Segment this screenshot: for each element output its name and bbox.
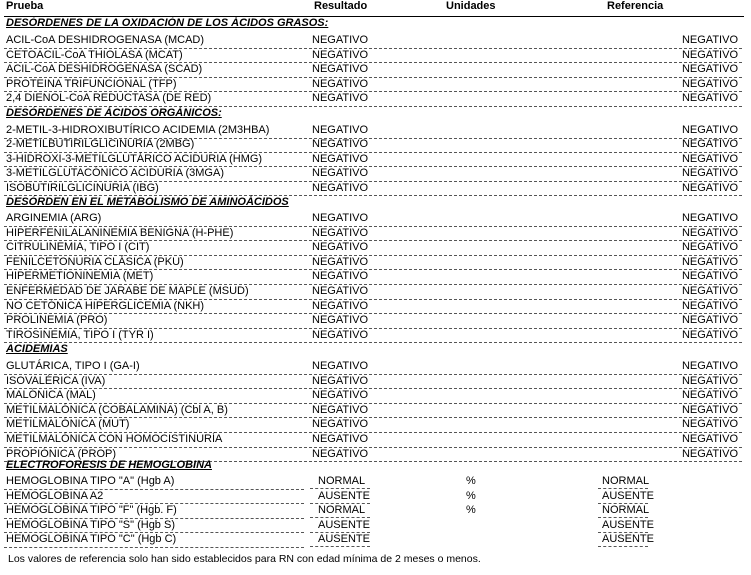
result-value: NEGATIVO bbox=[312, 374, 369, 387]
table-row bbox=[4, 328, 742, 344]
result-value: AUSENTE bbox=[318, 518, 370, 531]
reference-value: NEGATIVO bbox=[681, 34, 738, 46]
reference-value: NEGATIVO bbox=[681, 212, 738, 224]
result-value: NEGATIVO bbox=[312, 212, 369, 224]
table-row bbox=[4, 123, 742, 139]
test-name: TIROSINEMIA, TIPO I (TYR I) bbox=[6, 328, 154, 341]
section-title: DESÓRDENES DE ÁCIDOS ORGÁNICOS: bbox=[6, 107, 222, 119]
unit-value: % bbox=[466, 504, 476, 517]
result-value: NEGATIVO bbox=[312, 34, 369, 46]
result-value: NEGATIVO bbox=[312, 285, 369, 297]
test-name: 3-METILGLUTACÓNICO ACIDURIA (3MGA) bbox=[6, 167, 224, 180]
result-value: NEGATIVO bbox=[312, 167, 369, 180]
table-row bbox=[4, 77, 742, 93]
table-row bbox=[4, 181, 742, 197]
table-row bbox=[4, 518, 654, 534]
table-row bbox=[4, 166, 742, 182]
test-name: CITRULINEMIA, TIPO I (CIT) bbox=[6, 241, 150, 254]
test-name: CETOACIL-CoA THIOLASA (MCAT) bbox=[6, 48, 183, 61]
result-value: NEGATIVO bbox=[312, 447, 369, 460]
result-value: NEGATIVO bbox=[312, 77, 369, 90]
result-value: NEGATIVO bbox=[312, 314, 369, 327]
table-row bbox=[4, 403, 742, 419]
reference-value: AUSENTE bbox=[602, 489, 654, 502]
reference-value: NEGATIVO bbox=[681, 63, 738, 76]
result-underline bbox=[310, 546, 370, 547]
header-unidades: Unidades bbox=[446, 0, 496, 12]
reference-value: NEGATIVO bbox=[681, 360, 738, 372]
table-row bbox=[4, 211, 742, 227]
header-referencia: Referencia bbox=[607, 0, 664, 12]
test-name: METILMALÓNICA (MUT) bbox=[6, 418, 130, 431]
reference-value: NEGATIVO bbox=[681, 447, 738, 460]
header-resultado: Resultado bbox=[314, 0, 368, 12]
test-name: ARGINEMIA (ARG) bbox=[6, 212, 102, 224]
table-row bbox=[4, 313, 742, 329]
result-value: NEGATIVO bbox=[312, 92, 369, 105]
test-name: MALÓNICA (MAL) bbox=[6, 389, 96, 402]
reference-value: NEGATIVO bbox=[681, 241, 738, 254]
test-name: HIPERMETIONINEMIA (MET) bbox=[6, 270, 154, 283]
table-row bbox=[4, 33, 742, 49]
test-name: ENFERMEDAD DE JARABE DE MAPLE (MSUD) bbox=[6, 285, 249, 297]
test-name: HEMOGLOBINA A2 bbox=[6, 489, 104, 502]
result-value: NEGATIVO bbox=[312, 226, 369, 239]
reference-value: NEGATIVO bbox=[681, 92, 738, 105]
table-row bbox=[4, 432, 742, 448]
result-value: NEGATIVO bbox=[312, 433, 369, 445]
reference-value: NEGATIVO bbox=[681, 152, 738, 165]
test-name: ACIL-CoA DESHIDROGENASA (SCAD) bbox=[6, 63, 203, 76]
reference-value: NEGATIVO bbox=[681, 255, 738, 268]
test-name: NO CETÓNICA HIPERGLICEMIA (NKH) bbox=[6, 299, 205, 312]
table-row bbox=[4, 532, 654, 548]
result-value: NEGATIVO bbox=[312, 299, 369, 312]
unit-value: % bbox=[466, 475, 476, 487]
reference-value: NEGATIVO bbox=[681, 389, 738, 402]
test-name: METILMALÓNICA (COBALAMINA) (Cbl A, B) bbox=[6, 403, 228, 416]
reference-value: NEGATIVO bbox=[681, 124, 738, 136]
reference-underline bbox=[598, 546, 648, 547]
table-row bbox=[4, 374, 742, 390]
table-row bbox=[4, 240, 742, 256]
table-row bbox=[4, 137, 742, 153]
reference-value: NORMAL bbox=[602, 475, 650, 487]
test-name: HEMOGLOBINA TIPO "F" (Hgb. F) bbox=[6, 504, 177, 517]
test-name: 3-HIDROXI-3-METILGLUTÁRICO ACIDURIA (HMG) bbox=[6, 152, 263, 165]
reference-value: NEGATIVO bbox=[681, 418, 738, 431]
test-name: PROLINEMIA (PRO) bbox=[6, 314, 108, 327]
table-row bbox=[4, 417, 742, 433]
table-row bbox=[4, 299, 742, 315]
reference-value: NEGATIVO bbox=[681, 433, 738, 445]
reference-value: NEGATIVO bbox=[681, 314, 738, 327]
result-value: NEGATIVO bbox=[312, 360, 369, 372]
test-name: HIPERFENILALANINEMIA BENIGNA (H-PHE) bbox=[6, 226, 234, 239]
result-value: AUSENTE bbox=[318, 533, 370, 546]
table-row bbox=[4, 226, 742, 242]
unit-value: % bbox=[466, 489, 476, 502]
result-value: NORMAL bbox=[318, 504, 366, 517]
table-row bbox=[4, 269, 742, 285]
reference-value: AUSENTE bbox=[602, 518, 654, 531]
test-name: PROTEINA TRIFUNCIONAL (TFP) bbox=[6, 77, 177, 90]
test-name: FENILCETONURIA CLÁSICA (PKU) bbox=[6, 255, 184, 268]
result-value: NEGATIVO bbox=[312, 63, 369, 76]
result-value: NEGATIVO bbox=[312, 418, 369, 431]
test-name: ACIL-CoA DESHIDROGENASA (MCAD) bbox=[6, 34, 205, 46]
table-row bbox=[4, 255, 742, 271]
test-name: 2-METILBUTIRILGLICINURIA (2MBG) bbox=[6, 138, 195, 151]
result-value: NEGATIVO bbox=[312, 152, 369, 165]
result-value: NEGATIVO bbox=[312, 241, 369, 254]
result-value: NEGATIVO bbox=[312, 181, 369, 194]
test-name: ISOBUTIRILGLICINURIA (IBG) bbox=[6, 181, 159, 194]
result-value: NEGATIVO bbox=[312, 48, 369, 61]
test-name: METILMALÓNICA CON HOMOCISTINURÍA bbox=[6, 433, 223, 445]
result-value: NEGATIVO bbox=[312, 138, 369, 151]
table-row bbox=[4, 91, 742, 107]
reference-value: NORMAL bbox=[602, 504, 650, 517]
table-row bbox=[4, 388, 742, 404]
test-name: 2,4 DIENOL-CoA REDUCTASA (DE RED) bbox=[6, 92, 212, 105]
table-row bbox=[4, 62, 742, 78]
result-value: NEGATIVO bbox=[312, 389, 369, 402]
reference-value: NEGATIVO bbox=[681, 328, 738, 341]
table-row bbox=[4, 48, 742, 64]
reference-value: NEGATIVO bbox=[681, 270, 738, 283]
reference-value: AUSENTE bbox=[602, 533, 654, 546]
section-title: DESÓRDEN EN EL METABOLISMO DE AMINOÁCIDOS bbox=[6, 196, 289, 208]
footnote: Los valores de referencia solo han sido establecidos para RN con edad mínima de 2 meses o menos. bbox=[8, 553, 481, 565]
test-name: ISOVALÉRICA (IVA) bbox=[6, 374, 106, 387]
reference-value: NEGATIVO bbox=[681, 138, 738, 151]
reference-value: NEGATIVO bbox=[681, 285, 738, 297]
table-row bbox=[4, 359, 742, 375]
reference-value: NEGATIVO bbox=[681, 77, 738, 90]
result-value: NEGATIVO bbox=[312, 270, 369, 283]
table-row bbox=[4, 474, 650, 490]
test-name: HEMOGLOBINA TIPO "A" (Hgb A) bbox=[6, 475, 175, 487]
test-name: HEMOGLOBINA TIPO "C" (Hgb C) bbox=[6, 533, 177, 546]
result-value: NEGATIVO bbox=[312, 403, 369, 416]
table-row bbox=[4, 284, 742, 300]
result-value: NORMAL bbox=[318, 475, 366, 487]
test-name: 2-METIL-3-HIDROXIBUTÍRICO ACIDEMIA (2M3HBA) bbox=[6, 124, 270, 136]
test-name: HEMOGLOBINA TIPO "S" (Hgb S) bbox=[6, 518, 175, 531]
result-value: NEGATIVO bbox=[312, 255, 369, 268]
reference-value: NEGATIVO bbox=[681, 403, 738, 416]
reference-value: NEGATIVO bbox=[681, 48, 738, 61]
section-title: ELECTROFORESIS DE HEMOGLOBINA bbox=[6, 459, 212, 471]
section-title: ACIDEMIAS bbox=[6, 343, 68, 355]
table-row bbox=[4, 152, 742, 168]
header-prueba: Prueba bbox=[6, 0, 44, 12]
reference-value: NEGATIVO bbox=[681, 167, 738, 180]
reference-value: NEGATIVO bbox=[681, 226, 738, 239]
result-value: AUSENTE bbox=[318, 489, 370, 502]
test-name: GLUTÁRICA, TIPO I (GA-I) bbox=[6, 360, 140, 372]
reference-value: NEGATIVO bbox=[681, 299, 738, 312]
table-row bbox=[4, 503, 650, 519]
reference-value: NEGATIVO bbox=[681, 181, 738, 194]
result-value: NEGATIVO bbox=[312, 124, 369, 136]
result-value: NEGATIVO bbox=[312, 328, 369, 341]
reference-value: NEGATIVO bbox=[681, 374, 738, 387]
section-title: DESÓRDENES DE LA OXIDACIÓN DE LOS ÁCIDOS GRASOS: bbox=[6, 17, 329, 29]
test-name: PROPIÓNICA (PROP) bbox=[6, 447, 117, 460]
table-row bbox=[4, 489, 654, 505]
